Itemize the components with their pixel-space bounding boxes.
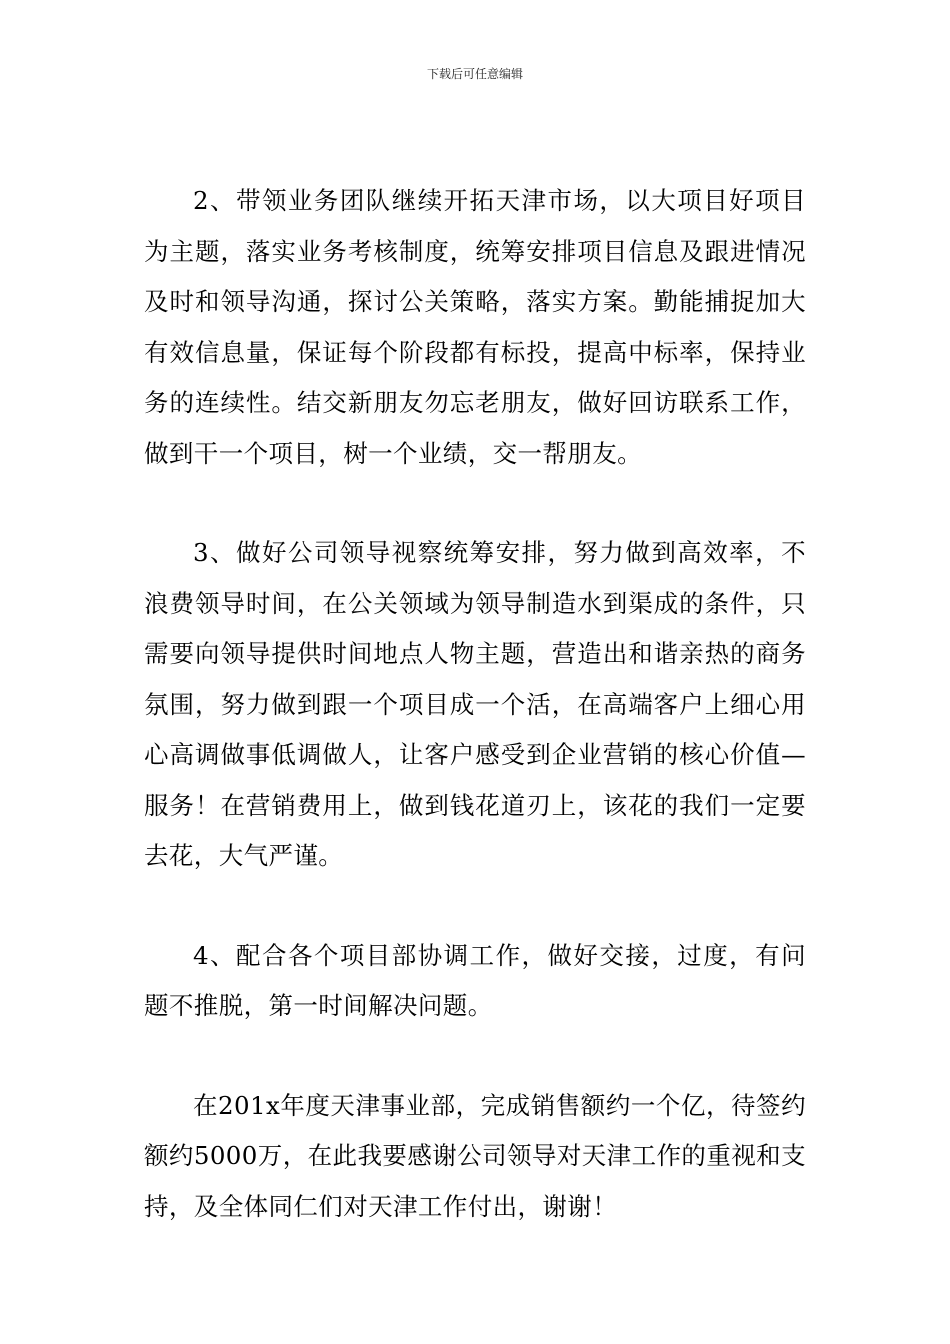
paragraph-summary: 在201x年度天津事业部，完成销售额约一个亿，待签约额约5000万，在此我要感谢公司领导对天津工作的重视和支持，及全体同仁们对天津工作付出，谢谢！ [144,1090,806,1221]
paragraph-item-2: 2、带领业务团队继续开拓天津市场，以大项目好项目为主题，落实业务考核制度，统筹安排项目信息及跟进情况及时和领导沟通，探讨公关策略，落实方案。勤能捕捉加大有效信息量，保证每个阶段都有标投，提高中标率，保持业务的连续性。结交新朋友勿忘老朋友，做好回访联系工作，做到干一个项目，树一个业绩，交一帮朋友。 [144,186,806,468]
paragraph-item-3: 3、做好公司领导视察统筹安排，努力做到高效率，不浪费领导时间，在公关领域为领导制造水到渠成的条件，只需要向领导提供时间地点人物主题，营造出和谐亲热的商务氛围，努力做到跟一个项目成一个活，在高端客户上细心用心高调做事低调做人，让客户感受到企业营销的核心价值—服务！在营销费用上，做到钱花道刃上，该花的我们一定要去花，大气严谨。 [144,538,806,870]
document-body [144,176,806,1232]
paragraph-gap [144,1032,806,1081]
paragraph-gap [144,479,806,528]
paragraph-gap [144,882,806,931]
page-header-note: 下载后可任意编辑 [426,67,523,81]
paragraph-item-4: 4、配合各个项目部协调工作，做好交接，过度，有问题不推脱，第一时间解决问题。 [144,940,806,1020]
